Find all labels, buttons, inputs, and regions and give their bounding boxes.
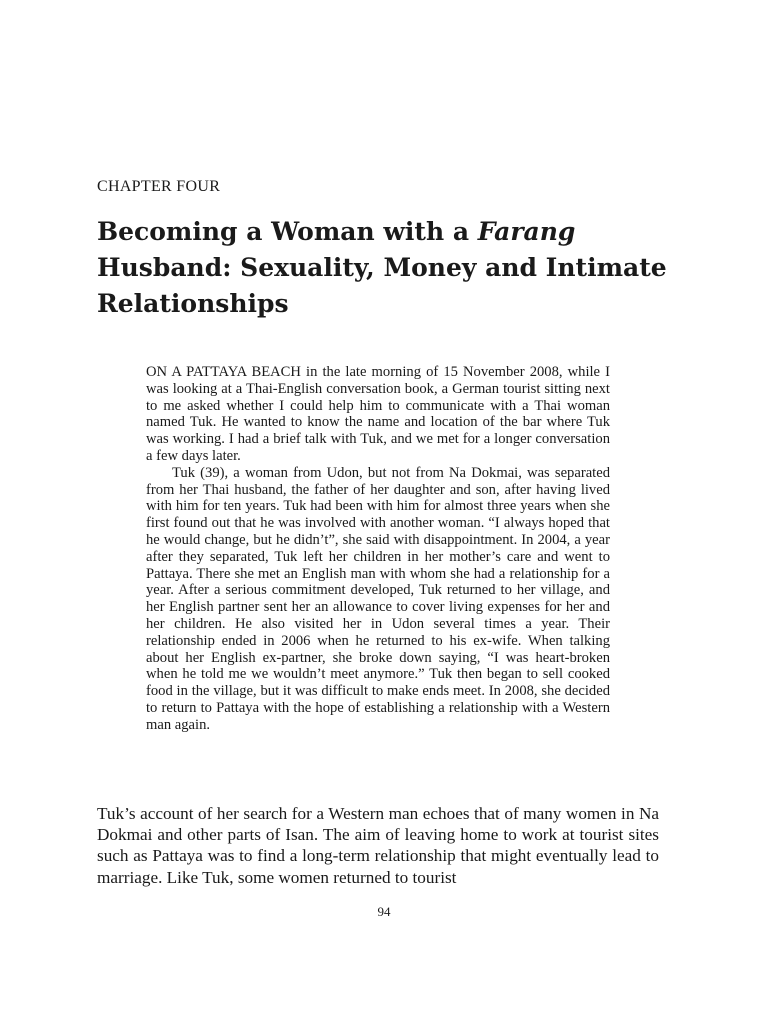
block-quote-paragraph-1: ON A PATTAYA BEACH in the late morning of 15 November 2008, while I was looking at a Thai-English conversation book, a German tourist sitting next to me asked whether I could help him to communicate with a Thai woman named Tuk. He wanted to know the name and location of the bar where Tuk was working. I had a brief talk with Tuk, and we met for a longer conversation a few days later. <box>146 364 610 464</box>
page-number: 94 <box>377 904 391 919</box>
chapter-title-part2: Husband: Sexuality, Money and Intimate Relationships <box>97 253 667 318</box>
block-quote-paragraph-2: Tuk (39), a woman from Udon, but not from Na Dokmai, was separated from her Thai husband, the father of her daughter and son, after having lived with him for ten years. Tuk had been with him for almost three years when she first found out that he was involved with another woman. “I always hoped that he would change, but he didn’t”, she said with disappointment. In 2004, a year after they separated, Tuk left her children in her mother’s care and went to Pattaya. There she met an English man with whom she had a relationship for a year. After a serious commitment developed, Tuk returned to her village, and her English partner sent her an allowance to cover living expenses for her and her children. He also visited her in Udon several times a year. Their relationship ended in 2006 when he returned to his ex-wife. When talking about her English ex-partner, she broke down saying, “I was heart-broken when he told me we wouldn’t meet anymore.” Tuk then began to sell cooked food in the village, but it was difficult to make ends meet. In 2008, she decided to return to Pattaya with the hope of establishing a relationship with a Western man again. <box>146 464 610 733</box>
body-paragraph: Tuk’s account of her search for a Western man echoes that of many women in Na Dokmai and other parts of Isan. The aim of leaving home to work at tourist sites such as Pattaya was to find a long-term relationship that might eventually lead to marriage. Like Tuk, some women returned to tourist <box>97 804 659 887</box>
chapter-title-part1: Becoming a Woman with a <box>97 217 478 246</box>
chapter-label: CHAPTER FOUR <box>97 178 221 195</box>
chapter-title <box>97 214 677 322</box>
block-quote <box>146 364 610 734</box>
chapter-title-emphasis: Farang <box>477 217 576 246</box>
